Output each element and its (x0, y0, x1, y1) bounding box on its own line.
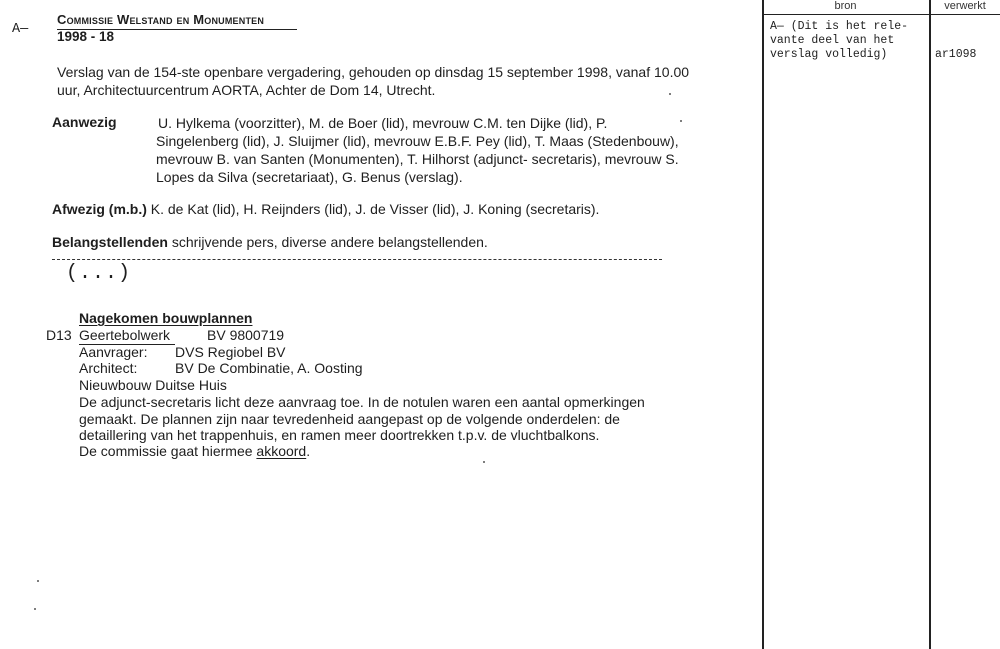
interested-text: schrijvende pers, diverse andere belangstellenden. (171, 234, 488, 250)
bron-note-line-2: vante deel van het (770, 34, 895, 47)
column-header-bron: bron (834, 0, 857, 12)
verwerkt-value: ar1098 (935, 48, 977, 61)
bron-note-line-1: A— (Dit is het rele- (770, 20, 909, 33)
architect-value: BV De Combinatie, A. Oosting (175, 360, 363, 376)
section-location: Geertebolwerk (79, 327, 171, 343)
scan-speck (483, 461, 485, 463)
section-body-line-3: detaillering van het trappenhuis, en ramen meer doortrekken t.p.v. de vluchtbalkons. (79, 427, 600, 443)
separator-dashed (52, 259, 662, 260)
scan-speck (37, 580, 39, 582)
architect-label: Architect: (79, 360, 138, 376)
section-permit: BV 9800719 (207, 327, 285, 343)
present-label: Aanwezig (52, 114, 117, 130)
present-line-2: Singelenberg (lid), J. Sluijmer (lid), mevrouw E.B.F. Pey (lid), T. Maas (Stedenbouw), (156, 133, 679, 149)
column-divider-left (762, 0, 764, 649)
scan-speck (669, 93, 671, 95)
section-title: Nagekomen bouwplannen (79, 310, 253, 326)
conclusion-akkoord: akkoord (256, 443, 307, 459)
present-line-1: U. Hylkema (voorzitter), M. de Boer (lid), mevrouw C.M. ten Dijke (lid), P. (158, 115, 608, 131)
applicant-value: DVS Regiobel BV (175, 344, 286, 360)
column-header-line (762, 14, 1000, 15)
project-title: Nieuwbouw Duitse Huis (79, 377, 227, 393)
interested-row (52, 234, 488, 250)
section-body-line-1: De adjunct-secretaris licht deze aanvraag toe. In de notulen waren een aantal opmerkingen (79, 394, 645, 410)
intro-line-2: uur, Architectuurcentrum AORTA, Achter de Dom 14, Utrecht. (57, 82, 436, 98)
applicant-label: Aanvrager: (79, 344, 148, 360)
bron-note-line-3: verslag volledig) (770, 48, 888, 61)
absent-row (52, 201, 599, 217)
margin-mark: A— (12, 22, 29, 37)
present-line-3: mevrouw B. van Santen (Monumenten), T. Hilhorst (adjunct- secretaris), mevrouw S. (156, 151, 679, 167)
ellipsis-mark: (...) (66, 262, 132, 285)
absent-label: Afwezig (m.b.) (52, 201, 147, 217)
scan-speck (680, 120, 682, 122)
column-header-verwerkt: verwerkt (944, 0, 986, 12)
section-body-line-2: gemaakt. De plannen zijn naar tevredenheid aangepast op de volgende onderdelen: de (79, 411, 620, 427)
header-organization: Commissie Welstand en Monumenten (57, 12, 265, 27)
section-conclusion (79, 442, 310, 460)
column-divider-right (929, 0, 931, 649)
header-reference: 1998 - 18 (57, 29, 115, 44)
interested-label: Belangstellenden (52, 234, 168, 250)
conclusion-suffix: . (306, 443, 311, 459)
present-line-4: Lopes da Silva (secretariaat), G. Benus (verslag). (156, 169, 463, 185)
intro-line-1: Verslag van de 154-ste openbare vergadering, gehouden op dinsdag 15 september 1998, vanaf 10.00 (57, 64, 690, 80)
section-code: D13 (46, 327, 72, 343)
absent-text: K. de Kat (lid), H. Reijnders (lid), J. de Visser (lid), J. Koning (secretaris). (150, 201, 600, 217)
conclusion-prefix: De commissie gaat hiermee (79, 443, 257, 459)
scan-speck (34, 608, 36, 610)
